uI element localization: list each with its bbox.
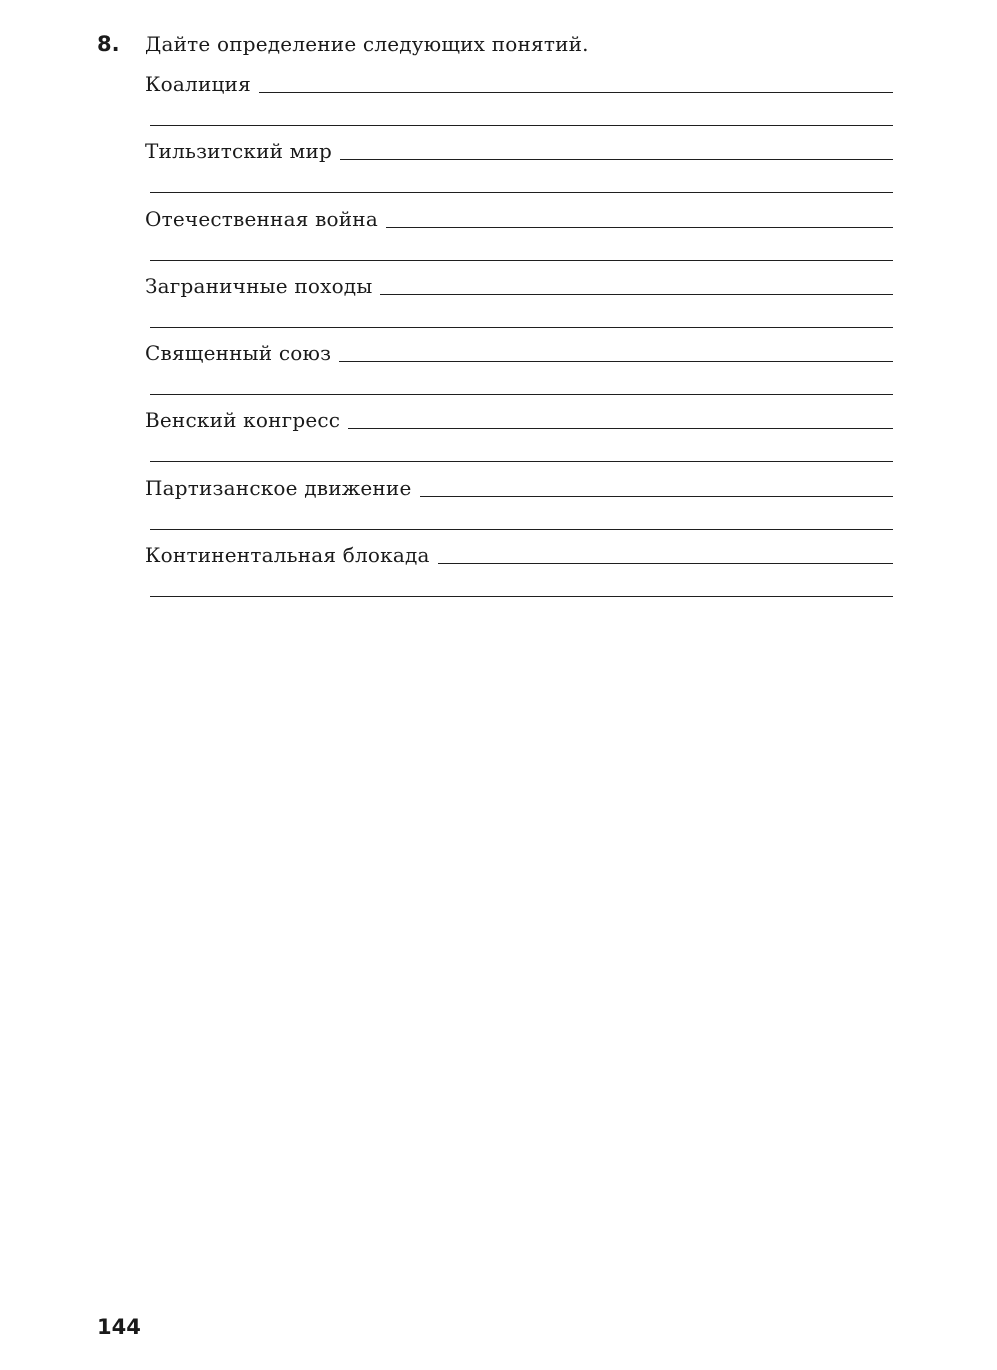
answer-line-second — [150, 596, 893, 597]
task-title: Дайте определение следующих понятий. — [145, 32, 589, 56]
term-label: Континентальная блокада — [145, 543, 430, 568]
term-label: Отечественная война — [145, 206, 378, 231]
answer-line-second — [150, 529, 893, 530]
answer-line-first — [420, 496, 894, 497]
term-item — [145, 70, 893, 137]
term-item — [145, 406, 893, 473]
term-item — [145, 272, 893, 339]
term-label: Партизанское движение — [145, 475, 412, 500]
answer-line-first — [340, 159, 893, 160]
term-item — [145, 339, 893, 406]
answer-line-second — [150, 260, 893, 261]
answer-line-first — [438, 563, 893, 564]
answer-line-second — [150, 125, 893, 126]
task-number: 8. — [97, 32, 120, 56]
answer-line-first — [348, 428, 893, 429]
answer-line-first — [339, 361, 893, 362]
term-label: Коалиция — [145, 72, 251, 96]
term-item — [145, 205, 893, 272]
answer-line-first — [259, 92, 893, 93]
answer-line-first — [386, 227, 893, 228]
term-list — [145, 70, 893, 608]
answer-line-second — [150, 461, 893, 462]
term-item — [145, 137, 893, 204]
term-item — [145, 541, 893, 608]
answer-line-second — [150, 327, 893, 328]
term-item — [145, 474, 893, 541]
term-label: Венский конгресс — [145, 408, 341, 433]
answer-line-first — [380, 294, 893, 295]
term-label: Священный союз — [145, 341, 332, 366]
answer-line-second — [150, 192, 893, 193]
term-label: Тильзитский мир — [145, 139, 332, 164]
page-number: 144 — [97, 1315, 141, 1339]
answer-line-second — [150, 394, 893, 395]
term-label: Заграничные походы — [145, 273, 373, 298]
